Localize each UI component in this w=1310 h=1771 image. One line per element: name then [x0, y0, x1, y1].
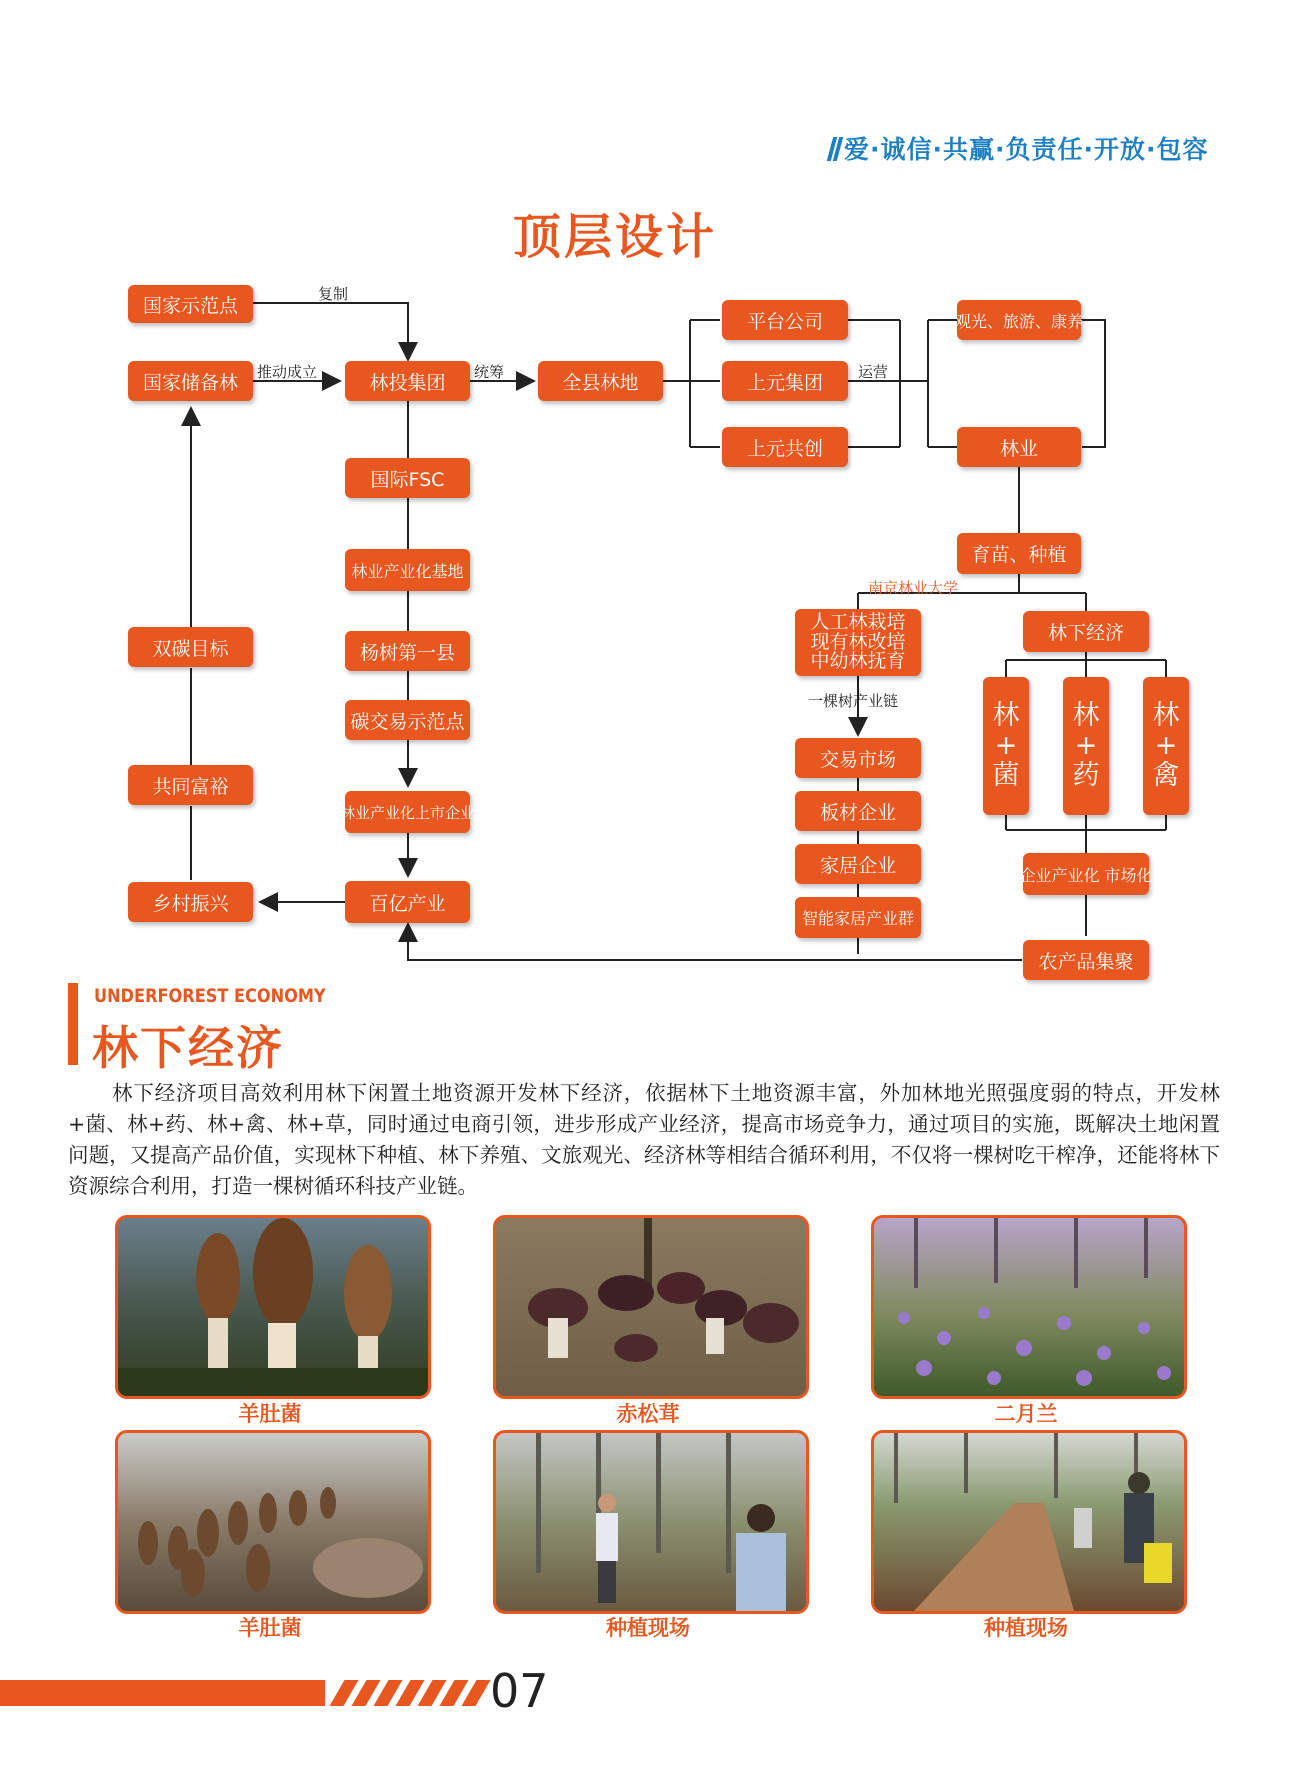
node-industrialization: 企业产业化 市场化 [1023, 853, 1149, 895]
node-rural-revival: 乡村振兴 [128, 882, 253, 922]
morel-cluster-photo [115, 1430, 431, 1614]
node-county-forest: 全县林地 [538, 361, 663, 401]
node-artificial-forest: 人工林栽培 现有林改培 中幼林抚育 [795, 609, 921, 676]
planting-site-photo [871, 1430, 1187, 1614]
photo-caption-5: 种植现场 [606, 1616, 690, 1640]
section-paragraph: 林下经济项目高效利用林下闲置土地资源开发林下经济，依据林下土地资源丰富，外加林地光照强度弱的特点，开发林+菌、林+药、林+禽、林+草，同时通过电商引领，进步形成产业经济，提高市场竞争力，通过项目的实施，既解决土地闲置问题，又提高产品价值，实现林下种植、林下养殖、文旅观光、经济林等相结合循环利用，不仅将一棵树吃干榨净，还能将林下资源综合利用，打造一棵树循环科技产业链。 [68, 1081, 1220, 1198]
node-furniture: 家居企业 [795, 844, 921, 884]
node-underforest: 林下经济 [1023, 611, 1149, 652]
photo-caption-6: 种植现场 [984, 1616, 1068, 1640]
node-forestry: 林业 [957, 427, 1081, 467]
node-hundred-billion: 百亿产业 [345, 881, 470, 923]
node-common-prosperity: 共同富裕 [128, 765, 253, 805]
node-shangyuan-group: 上元集团 [722, 361, 848, 401]
photo-caption-1: 羊肚菌 [238, 1402, 302, 1426]
node-carbon-demo: 碳交易示范点 [345, 700, 470, 740]
node-dual-carbon: 双碳目标 [128, 627, 253, 667]
node-national-demo: 国家示范点 [128, 285, 253, 323]
label-copy: 复制 [318, 285, 349, 303]
planting-site-illustration [874, 1433, 1184, 1611]
label-one-tree-chain: 一棵树产业链 [808, 692, 899, 710]
forest-site-illustration [496, 1433, 806, 1611]
morel-illustration [118, 1218, 428, 1396]
section-title-cn: 林下经济 [92, 1021, 284, 1075]
section-bar [68, 983, 78, 1065]
slogan-text: 爱·诚信·共赢·负责任·开放·包容 [844, 135, 1209, 164]
node-smart-home: 智能家居产业群 [795, 897, 921, 938]
page-title: 顶层设计 [512, 209, 717, 265]
node-national-reserve: 国家储备林 [128, 361, 253, 401]
section-title-en: UNDERFOREST ECONOMY [94, 985, 326, 1007]
morel-photo [115, 1215, 431, 1399]
forest-site-photo [493, 1430, 809, 1614]
flower-photo [871, 1215, 1187, 1399]
page-number: 07 [490, 1664, 549, 1718]
footer-bar [0, 1680, 325, 1706]
node-listed-company: 林业产业化上市企业 [345, 791, 470, 833]
node-market: 交易市场 [795, 738, 921, 778]
node-platform-company: 平台公司 [722, 300, 848, 340]
mushroom-illustration [496, 1218, 806, 1396]
node-shangyuan-gongchuang: 上元共创 [722, 427, 848, 467]
node-industrial-base: 林业产业化基地 [345, 549, 470, 591]
node-seedling: 育苗、种植 [957, 533, 1081, 574]
photo-caption-2: 赤松茸 [616, 1402, 680, 1426]
mushroom-photo [493, 1215, 809, 1399]
node-forest-fungus: 林 + 菌 [983, 677, 1029, 815]
node-tourism: 观光、旅游、康养 [957, 300, 1081, 340]
node-fsc: 国际FSC [345, 458, 470, 498]
node-agri-cluster: 农产品集聚 [1023, 940, 1149, 980]
photo-caption-3: 二月兰 [994, 1402, 1058, 1426]
node-forest-poultry: 林 + 禽 [1143, 677, 1189, 815]
node-board: 板材企业 [795, 791, 921, 831]
node-forest-group: 林投集团 [345, 361, 470, 401]
label-coordinate: 统筹 [474, 363, 505, 381]
morel-cluster-illustration [118, 1433, 428, 1611]
label-promote: 推动成立 [257, 363, 318, 381]
node-forest-herb: 林 + 药 [1063, 677, 1109, 815]
flower-illustration [874, 1218, 1184, 1396]
photo-caption-4: 羊肚菌 [238, 1616, 302, 1640]
node-poplar-county: 杨树第一县 [345, 631, 470, 671]
label-operate: 运营 [858, 363, 889, 381]
label-university: 南京林业大学 [868, 579, 959, 597]
